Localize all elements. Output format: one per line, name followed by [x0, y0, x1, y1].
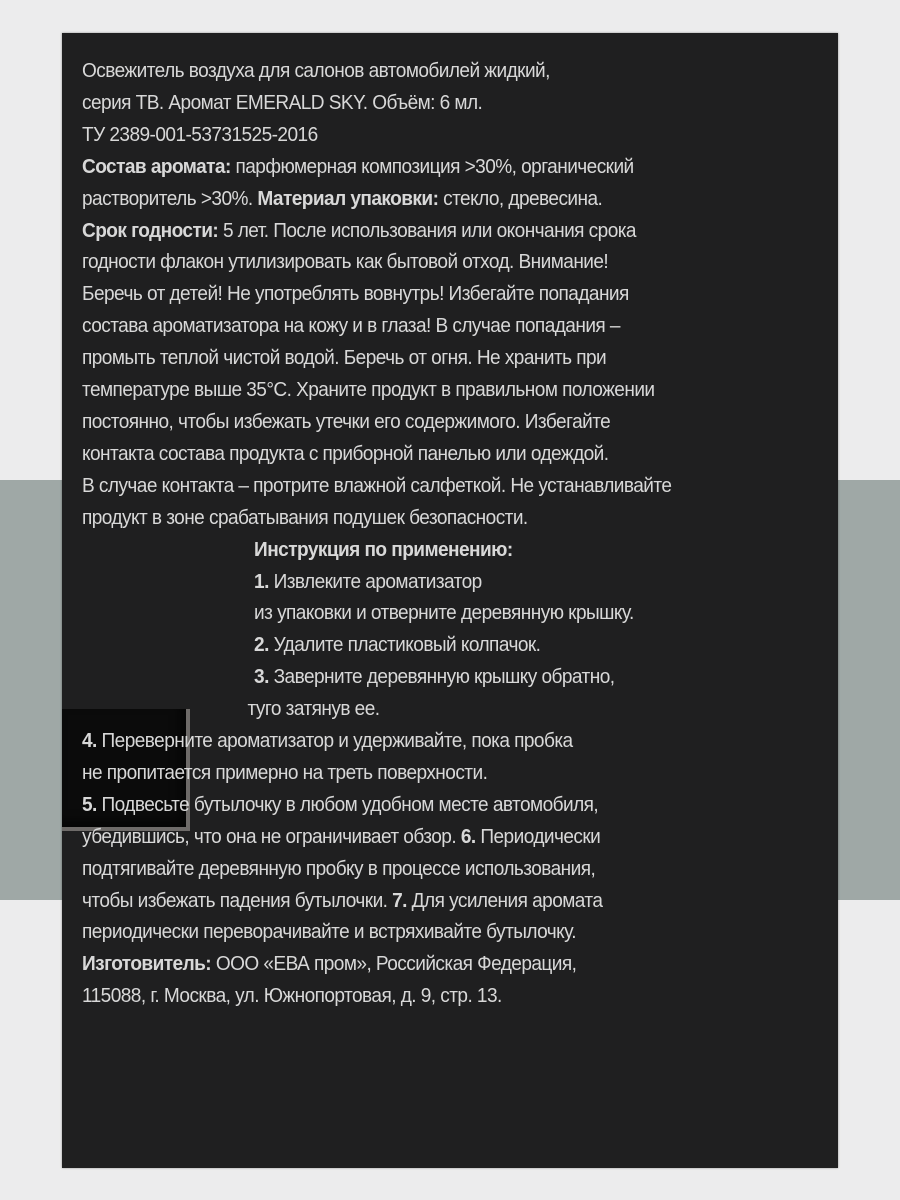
- instruction-step-2: [82, 629, 770, 661]
- step-number: 5.: [82, 792, 97, 816]
- warning-line: годности флакон утилизировать как бытовой отход. Внимание!: [82, 250, 609, 274]
- instruction-step-3-cont: туго затянув ее.: [247, 697, 380, 721]
- packaging-heading: Материал упаковки:: [257, 186, 439, 210]
- step-text: Подвесьте бутылочку в любом удобном месте автомобиля,: [96, 792, 599, 816]
- warning-line: промыть теплой чистой водой. Беречь от огня. Не хранить при: [82, 346, 607, 370]
- packaging-line: [82, 183, 770, 215]
- step-number: 3.: [254, 665, 269, 689]
- warning-line: Беречь от детей! Не употреблять вовнутрь! Избегайте попадания: [82, 282, 629, 306]
- instruction-step-7-cont: периодически переворачивайте и встряхивайте бутылочку.: [82, 920, 576, 944]
- warning-line: продукт в зоне срабатывания подушек безопасности.: [82, 505, 528, 529]
- instruction-step-6-cont: подтягивайте деревянную пробку в процессе использования,: [82, 856, 596, 880]
- instruction-step-6: [82, 821, 770, 853]
- step-number: 2.: [254, 633, 269, 657]
- step-text: убедившись, что она не ограничивает обзор.: [82, 824, 461, 848]
- shelf-life-line: [82, 215, 770, 247]
- step-text: чтобы избежать падения бутылочки.: [82, 888, 393, 912]
- step-number: 1.: [254, 569, 269, 593]
- composition-text: парфюмерная композиция >30%, органический: [230, 154, 634, 178]
- composition-heading: Состав аромата:: [82, 154, 231, 178]
- step-text: Извлеките ароматизатор: [268, 569, 482, 593]
- instruction-step-4-cont: не пропитается примерно на треть поверхности.: [82, 760, 488, 784]
- instruction-step-3: [82, 661, 770, 693]
- step-number: 6.: [460, 824, 476, 848]
- step-text: Удалите пластиковый колпачок.: [268, 633, 541, 657]
- warning-line: контакта состава продукта с приборной панелью или одеждой.: [82, 441, 609, 465]
- step-text: Для усиления аромата: [406, 888, 603, 912]
- warning-line: постоянно, чтобы избежать утечки его содержимого. Избегайте: [82, 409, 611, 433]
- composition-text-cont: растворитель >30%.: [82, 186, 258, 210]
- instruction-step-4: [82, 725, 770, 757]
- step-number: 7.: [392, 888, 407, 912]
- manufacturer-heading: Изготовитель:: [82, 952, 212, 976]
- warning-line: температуре выше 35°С. Храните продукт в правильном положении: [82, 378, 655, 402]
- instruction-step-1-cont: из упаковки и отверните деревянную крышку.: [254, 601, 634, 625]
- product-title-line: Освежитель воздуха для салонов автомобилей жидкий,: [82, 59, 550, 82]
- step-number: 4.: [82, 729, 97, 753]
- warning-line: состава ароматизатора на кожу и в глаза! В случае попадания –: [82, 314, 620, 338]
- specification-line: ТУ 2389-001-53731525-2016: [82, 122, 318, 146]
- manufacturer-line: [82, 948, 770, 980]
- instruction-step-1: [82, 566, 770, 598]
- shelf-life-heading: Срок годности:: [82, 218, 219, 242]
- manufacturer-text: ООО «ЕВА пром», Российская Федерация,: [211, 952, 577, 976]
- manufacturer-address: 115088, г. Москва, ул. Южнопортовая, д. 9, стр. 13.: [82, 984, 502, 1008]
- instructions-heading: Инструкция по применению:: [254, 537, 513, 561]
- shelf-life-text: 5 лет. После использования или окончания срока: [218, 218, 636, 242]
- packaging-text: стекло, древесина.: [438, 186, 603, 210]
- warning-line: В случае контакта – протрите влажной салфеткой. Не устанавливайте: [82, 473, 672, 497]
- instruction-step-5: [82, 789, 770, 821]
- instruction-step-7: [82, 885, 770, 917]
- step-text: Периодически: [475, 824, 601, 848]
- product-series-line: серия TB. Аромат EMERALD SKY. Объём: 6 мл.: [82, 90, 483, 114]
- step-text: Заверните деревянную крышку обратно,: [268, 665, 615, 689]
- step-text: Переверните ароматизатор и удерживайте, пока пробка: [96, 729, 573, 753]
- label-text: [82, 55, 770, 1012]
- product-label: [62, 33, 838, 1168]
- composition-line: [82, 151, 770, 183]
